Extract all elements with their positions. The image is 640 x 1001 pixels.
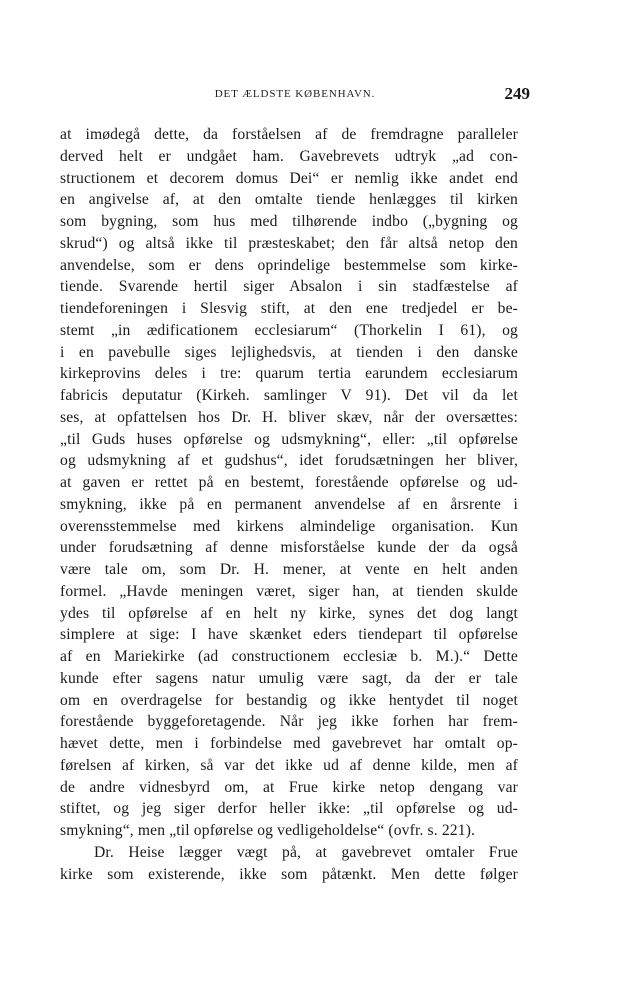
text-line: af en Mariekirke (ad constructionem ecclesiæ b. M.).“ Dette	[60, 648, 518, 665]
text-line: at imødegå dette, da forståelsen af de fremdragne paralleler	[60, 126, 518, 143]
body-text	[60, 124, 518, 885]
text-line: være tale om, som Dr. H. mener, at vente en helt anden	[60, 561, 518, 578]
text-line: tiendeforeningen i Slesvig stift, at den ene tredjedel er be-	[60, 300, 518, 317]
text-line: tiende. Svarende hertil siger Absalon i sin stadfæstelse af	[60, 278, 518, 296]
text-line: overensstemmelse med kirkens almindelige organisation. Kun	[60, 517, 518, 535]
text-line: structionem et decorem domus Dei“ er nemlig ikke andet end	[60, 169, 518, 187]
text-line: smykning“, men „til opførelse og vedligeholdelse“ (ovfr. s. 221).	[60, 822, 476, 839]
text-line: ses, at opfattelsen hos Dr. H. bliver skæv, når der oversættes:	[60, 408, 518, 426]
text-line: at gaven er rettet på en bestemt, forestående opførelse og ud-	[60, 474, 518, 491]
text-line: i en pavebulle siges lejlighedsvis, at tienden i den danske	[60, 343, 518, 361]
text-line: stiftet, og jeg siger derfor heller ikke: „til opførelse og ud-	[60, 800, 518, 818]
text-line: simplere at sige: I have skænket eders tiendepart til opførelse	[60, 626, 518, 644]
text-line: og udsmykning af et gudshus“, idet forudsætningen her bliver,	[60, 452, 518, 470]
page-number: 249	[504, 84, 530, 103]
text-line: kirke som existerende, ikke som påtænkt. Men dette følger	[60, 865, 518, 883]
text-line-paragraph-start: Dr. Heise lægger vægt på, at gavebrevet omtaler Frue	[94, 843, 518, 861]
text-line: ydes til opførelse af en helt ny kirke, synes det dog langt	[60, 604, 518, 622]
text-line: om en overdragelse for bestandig og ikke hentydet til noget	[60, 691, 518, 709]
text-line: en angivelse af, at den omtalte tiende henlægges til kirken	[60, 191, 518, 209]
text-line: smykning, ikke på en permanent anvendelse af en årsrente i	[60, 495, 518, 513]
text-line: kirkeprovins deles i tre: quarum tertia earundem ecclesiarum	[60, 365, 518, 383]
text-line: anvendelse, som er dens oprindelige bestemmelse som kirke-	[60, 256, 518, 274]
text-line: de andre vidnesbyrd om, at Frue kirke netop dengang var	[60, 778, 518, 796]
text-line: „til Guds huses opførelse og udsmykning“, eller: „til opførelse	[60, 430, 518, 448]
text-line: forestående byggeforetagende. Når jeg ikke forhen har frem-	[60, 713, 518, 731]
running-head	[60, 84, 530, 106]
text-line: førelsen af kirken, så var det ikke ud af denne kilde, men af	[60, 756, 518, 774]
text-line: som bygning, som hus med tilhørende indbo („bygning og	[60, 213, 518, 230]
text-line: fabricis deputatur (Kirkeh. samlinger V 91). Det vil da let	[60, 387, 518, 404]
text-line: under forudsætning af denne misforståelse kunde der da også	[60, 539, 518, 557]
text-line: formel. „Havde meningen været, siger han, at tienden skulde	[60, 582, 518, 600]
text-line: skrud“) og altså ikke til præsteskabet; den får altså netop den	[60, 234, 518, 252]
text-line: hævet dette, men i forbindelse med gavebrevet har omtalt op-	[60, 735, 518, 752]
text-line: stemt „in ædificationem ecclesiarum“ (Thorkelin I 61), og	[60, 321, 518, 339]
text-line: derved helt er undgået ham. Gavebrevets udtryk „ad con-	[60, 147, 518, 165]
running-title: DET ÆLDSTE KØBENHAVN.	[214, 88, 376, 100]
text-line: kunde efter sagens natur umulig være sagt, da der er tale	[60, 669, 518, 687]
